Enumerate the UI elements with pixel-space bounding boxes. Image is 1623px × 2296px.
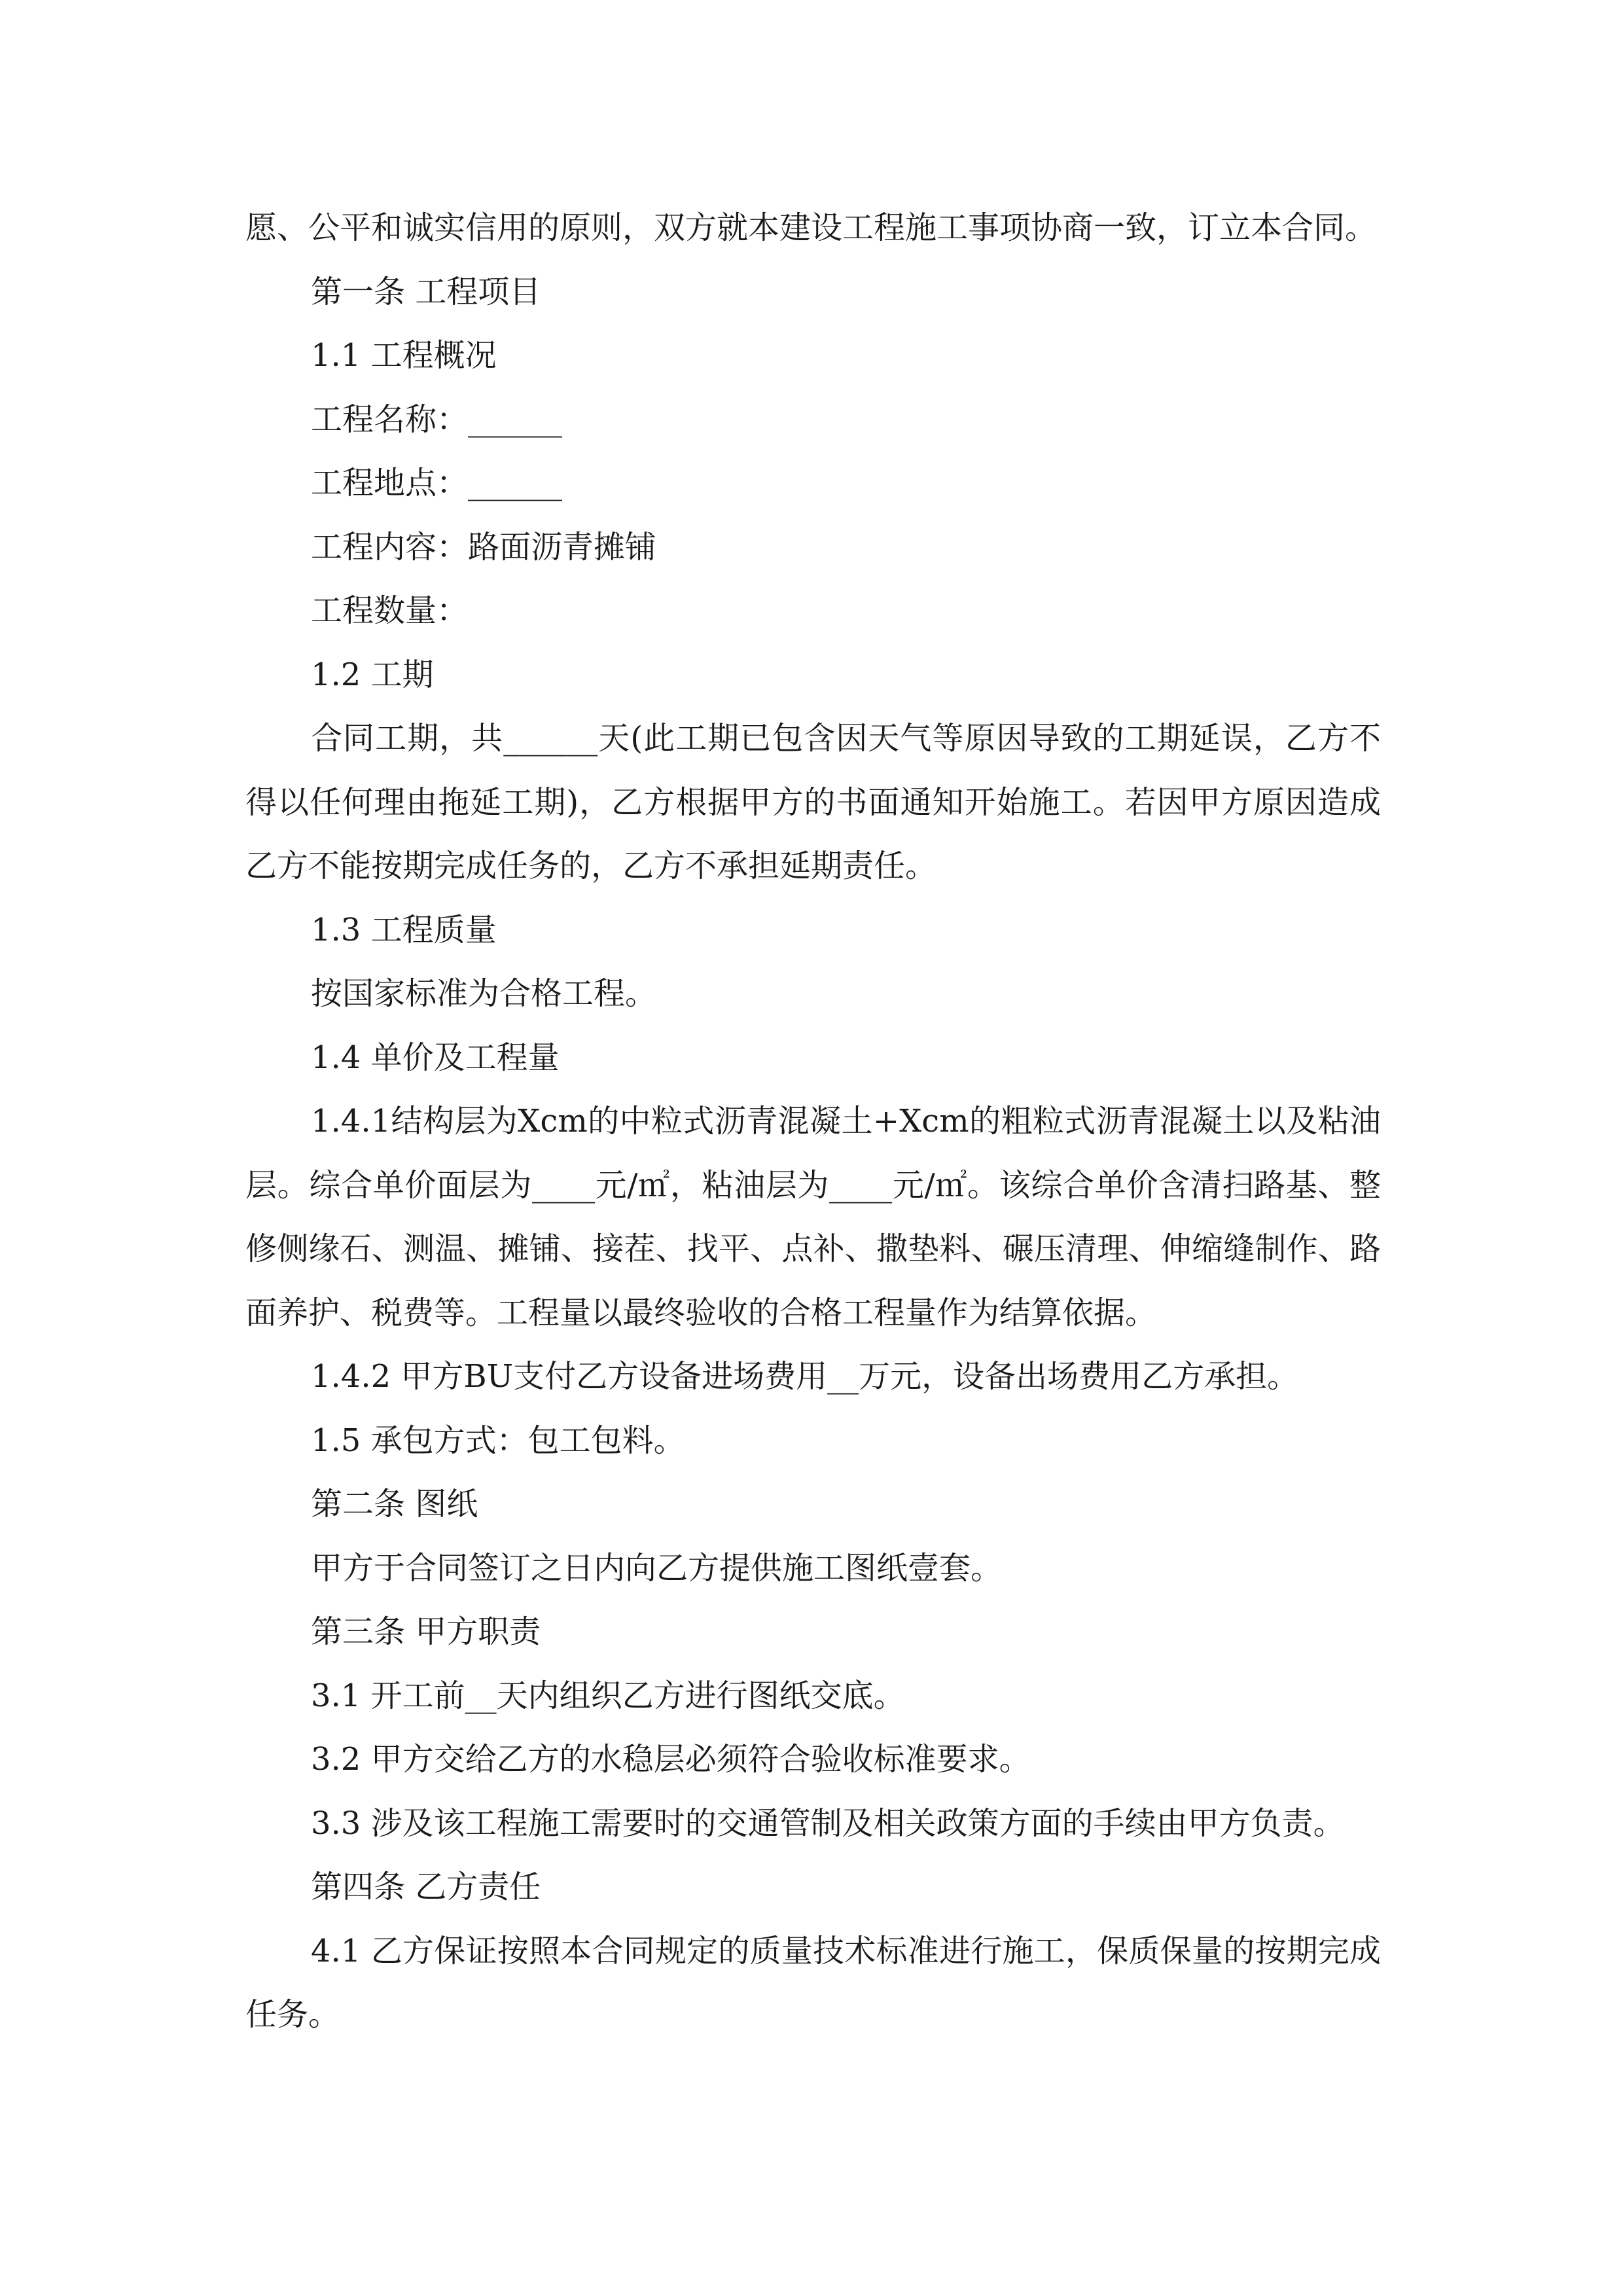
section-1-4-heading: 1.4 单价及工程量 <box>311 1039 560 1076</box>
quality-paragraph: 按国家标准为合格工程。 <box>311 975 657 1012</box>
unit-price-paragraph: 1.4.1结构层为Xcm的中粒式沥青混凝土+Xcm的粗粒式沥青混凝土以及粘油层。综合单价面层为____元/㎡，粘油层为____元/㎡。该综合单价含清扫路基、整修侧缘石、测温、摊铺、接茬、找平、点补、撒垫料、碾压清理、伸缩缝制作、路面养护、税费等。工程量以最终验收的合格工程量作为结算依据。 <box>245 1103 1381 1331</box>
contract-body <box>245 196 1381 2047</box>
clause-3-3: 3.3 涉及该工程施工需要时的交通管制及相关政策方面的手续由甲方负责。 <box>311 1804 1345 1842</box>
article-4-heading: 第四条 乙方责任 <box>311 1869 541 1905</box>
project-content-field: 工程内容：路面沥青摊铺 <box>311 528 657 565</box>
article-2-heading: 第二条 图纸 <box>311 1486 478 1522</box>
section-1-2-heading: 1.2 工期 <box>311 656 434 693</box>
project-quantity-field: 工程数量： <box>311 592 469 629</box>
equipment-fee-paragraph: 1.4.2 甲方BU支付乙方设备进场费用__万元，设备出场费用乙方承担。 <box>311 1358 1299 1395</box>
article-1-heading: 第一条 工程项目 <box>311 273 541 310</box>
contract-method-paragraph: 1.5 承包方式：包工包料。 <box>311 1422 685 1459</box>
section-1-1-heading: 1.1 工程概况 <box>311 337 497 374</box>
project-location-field: 工程地点：______ <box>311 465 563 501</box>
drawings-paragraph: 甲方于合同签订之日内向乙方提供施工图纸壹套。 <box>311 1549 1003 1587</box>
clause-3-1: 3.1 开工前__天内组织乙方进行图纸交底。 <box>311 1677 905 1714</box>
duration-paragraph: 合同工期，共______天(此工期已包含因天气等原因导致的工期延误，乙方不得以任何理由拖延工期)，乙方根据甲方的书面通知开始施工。若因甲方原因造成乙方不能按期完成任务的，乙方不承担延期责任。 <box>245 720 1381 884</box>
clause-4-1: 4.1 乙方保证按照本合同规定的质量技术标准进行施工，保质保量的按期完成任务。 <box>245 1932 1381 2033</box>
clause-3-2: 3.2 甲方交给乙方的水稳层必须符合验收标准要求。 <box>311 1741 1031 1778</box>
project-name-field: 工程名称：______ <box>311 401 563 438</box>
article-3-heading: 第三条 甲方职责 <box>311 1613 541 1650</box>
paragraph-continuation: 愿、公平和诚实信用的原则，双方就本建设工程施工事项协商一致，订立本合同。 <box>245 209 1377 246</box>
section-1-3-heading: 1.3 工程质量 <box>311 911 497 948</box>
